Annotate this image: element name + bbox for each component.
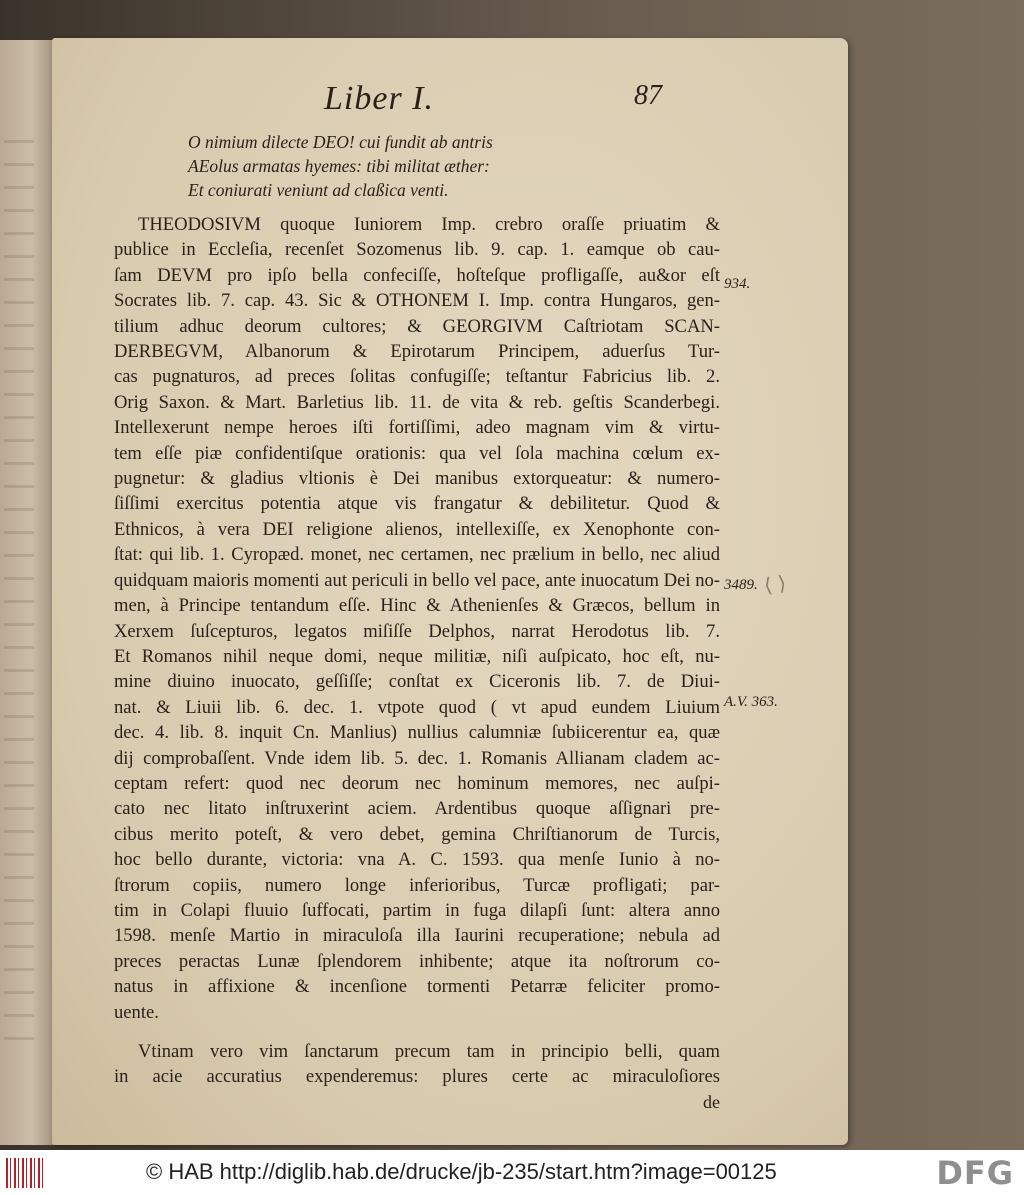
text-line: preces peractas Lunæ ſplendorem inhibente; atque ita noſtrorum co- — [114, 950, 720, 972]
text-line: tilium adhuc deorum cultores; & GEORGIVM Caſtriotam SCAN- — [114, 315, 720, 337]
text-line: Et Romanos nihil neque domi, neque militiæ, niſi auſpicato, hoc eſt, nu- — [114, 645, 720, 667]
text-line: ſam DEVM pro ipſo bella confeciſſe, hoſteſque profligaſſe, au&or eſt — [114, 264, 720, 286]
footer-bar — [0, 1150, 1024, 1195]
text-line: 1598. menſe Martio in miraculoſa illa Iaurini recuperatione; nebula ad — [114, 925, 720, 947]
margin-note: 3489. — [724, 577, 758, 593]
text-line: tim in Colapi fluuio ſuffocati, partim in fuga dilapſi ſunt: altera anno — [114, 899, 720, 921]
dfg-logo: DFG — [936, 1154, 1014, 1192]
text-line: Vtinam vero vim ſanctarum precum tam in principio belli, quam — [138, 1041, 720, 1062]
verse-quotation — [188, 130, 720, 202]
verse-line: O nimium dilecte DEO! cui fundit ab antris — [188, 132, 493, 152]
verse-line: AEolus armatas hyemes: tibi militat æther: — [188, 156, 490, 176]
text-line: men, à Principe tentandum eſſe. Hinc & Athenienſes & Græcos, bellum in — [114, 595, 720, 617]
book-page — [52, 38, 848, 1145]
text-line: Ethnicos, à vera DEI religione alienos, intellexiſſe, ex Xenophonte con- — [114, 518, 720, 540]
text-line: nat. & Liuii lib. 6. dec. 1. vtpote quod ( vt apud eundem Liuium — [114, 696, 720, 718]
page-text-block — [114, 76, 720, 1113]
paragraph-2 — [114, 1039, 720, 1090]
text-line: mine diuino inuocato, geſſiſſe; conſtat ex Ciceronis lib. 7. de Diui- — [114, 671, 720, 693]
text-line: THEODOSIVM quoque Iuniorem Imp. crebro oraſſe priuatim & — [138, 214, 720, 235]
text-line: Socrates lib. 7. cap. 43. Sic & OTHONEM I. Imp. contra Hungaros, gen- — [114, 290, 720, 312]
text-line: cibus merito poteſt, & vero debet, gemina Chriſtianorum de Turcis, — [114, 823, 720, 845]
catchword: de — [703, 1091, 720, 1112]
text-line: pugnetur: & gladius vltionis è Dei manibus extorqueatur: & numero- — [114, 468, 720, 490]
pencil-mark-icon: ⟨ ⟩ — [762, 570, 788, 598]
running-title: Liber I. — [324, 80, 434, 117]
paragraph-1 — [114, 212, 720, 1025]
text-line: in acie accuratius expenderemus: plures certe ac miraculoſiores — [114, 1066, 720, 1088]
hab-barcode-icon — [6, 1158, 46, 1188]
margin-note: A.V. 363. — [724, 694, 778, 710]
text-line: hoc bello durante, victoria: vna A. C. 1593. qua menſe Iunio à no- — [114, 849, 720, 871]
text-line: tem eſſe piæ confidentiſque orationis: qua vel ſola machina cœlum ex- — [114, 442, 720, 464]
text-line: publice in Eccleſia, recenſet Sozomenus lib. 9. cap. 1. eamque ob cau- — [114, 239, 720, 261]
text-line: quidquam maioris momenti aut periculi in bello vel pace, ante inuocatum Dei no- — [114, 569, 720, 591]
text-line: DERBEGVM, Albanorum & Epirotarum Principem, aduerſus Tur- — [114, 341, 720, 363]
text-line: natus in affixione & incenſione tormenti Petarræ feliciter promo- — [114, 976, 720, 998]
text-line: cas pugnaturos, ad preces ſolitas confugiſſe; teſtantur Fabricius lib. 2. — [114, 366, 720, 388]
copyright-link[interactable]: © HAB http://diglib.hab.de/drucke/jb-235/start.htm?image=00125 — [146, 1159, 777, 1184]
text-line: dij comprobaſſent. Vnde idem lib. 5. dec. 1. Romanis Allianam cladem ac- — [114, 747, 720, 769]
text-line: Orig Saxon. & Mart. Barletius lib. 11. de vita & reb. geſtis Scanderbegi. — [114, 391, 720, 413]
text-line: ſiſſimi exercitus potentia atque vis frangatur & debilitetur. Quod & — [114, 493, 720, 515]
running-head — [114, 76, 720, 128]
folio-number: 87 — [634, 80, 662, 111]
text-line: ſtrorum copiis, numero longe inferioribus, Turcæ profligati; par- — [114, 874, 720, 896]
text-line: dec. 4. lib. 8. inquit Cn. Manlius) nullius calumniæ ſubiicerentur ea, quæ — [114, 722, 720, 744]
text-line: cato nec litato inſtruxerint aciem. Ardentibus quoque aſſignari pre- — [114, 798, 720, 820]
text-line: ceptam refert: quod nec deorum nec hominum memores, nec auſpi- — [114, 772, 720, 794]
previous-page-edge — [0, 40, 54, 1145]
text-line: uente. — [114, 1001, 159, 1023]
text-line: Intellexerunt nempe heroes iſti fortiſſimi, adeo magnam vim & virtu- — [114, 417, 720, 439]
margin-note: 934. — [724, 276, 751, 292]
text-line: Xerxem ſuſcepturos, legatos miſiſſe Delphos, narrat Herodotus lib. 7. — [114, 620, 720, 642]
verse-line: Et coniurati veniunt ad claßica venti. — [188, 180, 449, 200]
text-line: ſtat: qui lib. 1. Cyropæd. monet, nec certamen, nec prælium in bello, nec aliud — [114, 544, 720, 566]
ink-bleed — [4, 140, 34, 1040]
